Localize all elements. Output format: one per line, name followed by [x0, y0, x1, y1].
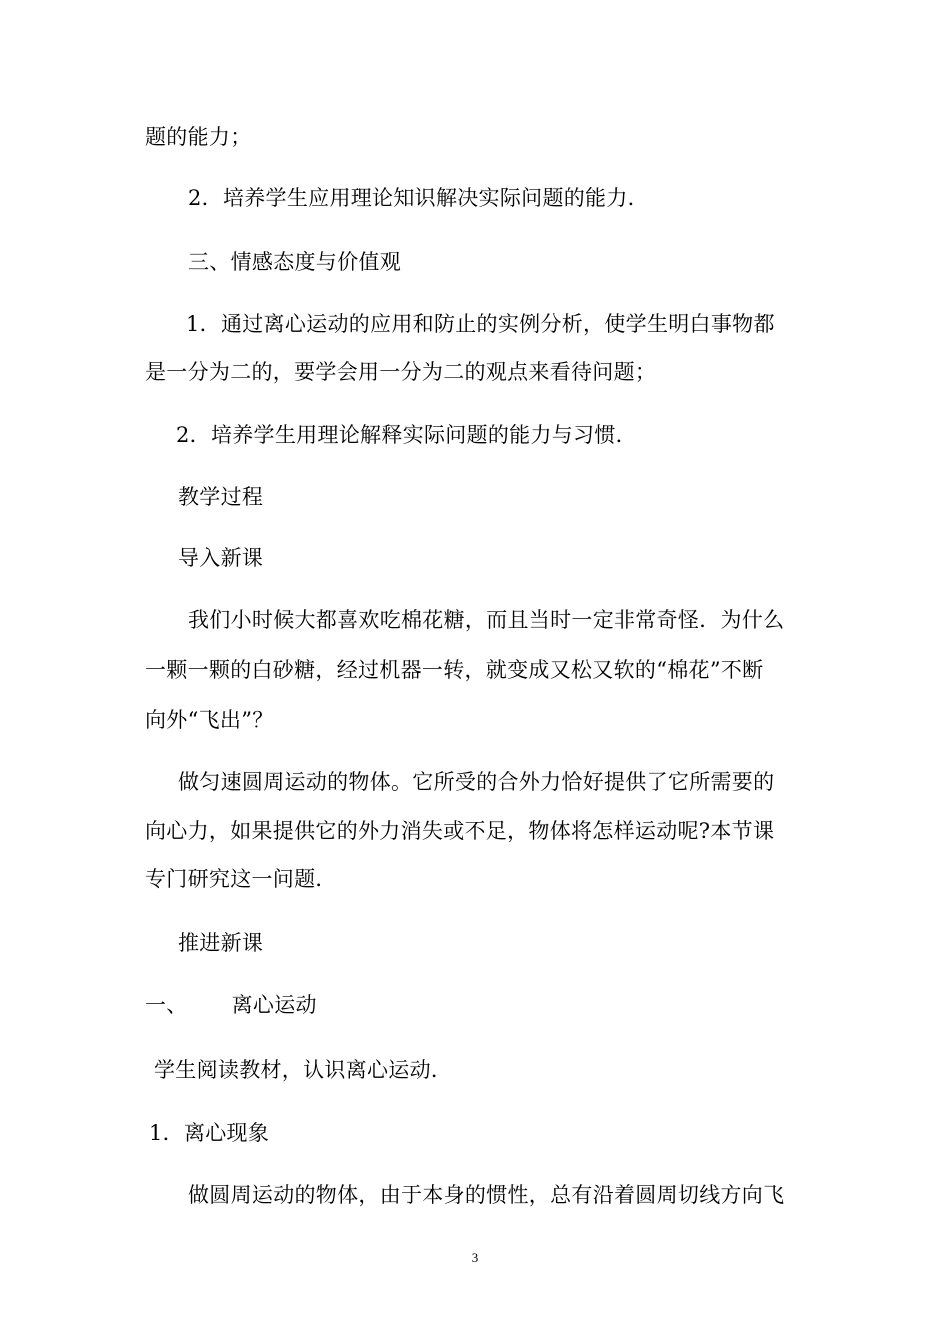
section-heading: 三、情感态度与价值观 [188, 250, 401, 274]
paragraph-line: 是一分为二的，要学会用一分为二的观点来看待问题； [145, 360, 657, 384]
list-item: 2．培养学生用理论解释实际问题的能力与习惯． [176, 423, 637, 447]
heading-number: 一、 [145, 993, 188, 1017]
heading-title: 离心运动 [231, 993, 317, 1017]
page-number: 3 [471, 1250, 479, 1265]
paragraph-line: 做匀速圆周运动的物体。它所受的合外力恰好提供了它所需要的 [178, 770, 775, 794]
list-item: 1．离心现象 [149, 1121, 270, 1145]
paragraph-line: 专门研究这一问题． [145, 867, 337, 891]
paragraph-line: 做圆周运动的物体，由于本身的惯性，总有沿着圆周切线方向飞 [188, 1183, 785, 1207]
numbered-heading [145, 990, 317, 1020]
paragraph-line: 向外“飞出”？ [145, 708, 274, 732]
list-item: 2．培养学生应用理论知识解决实际问题的能力． [188, 186, 649, 210]
section-heading: 推进新课 [178, 931, 264, 955]
paragraph-line: 向心力，如果提供它的外力消失或不足，物体将怎样运动呢?本节课 [145, 819, 775, 843]
paragraph-line: 一颗一颗的白砂糖，经过机器一转，就变成又松又软的“棉花”不断 [145, 658, 764, 682]
paragraph-line: 学生阅读教材，认识离心运动． [154, 1058, 453, 1082]
list-item: 1．通过离心运动的应用和防止的实例分析，使学生明白事物都 [186, 312, 775, 336]
paragraph-line: 题的能力； [145, 125, 252, 149]
section-heading: 导入新课 [178, 546, 264, 570]
section-heading: 教学过程 [178, 485, 264, 509]
paragraph-line: 我们小时候大都喜欢吃棉花糖，而且当时一定非常奇怪．为什么 [188, 608, 785, 632]
